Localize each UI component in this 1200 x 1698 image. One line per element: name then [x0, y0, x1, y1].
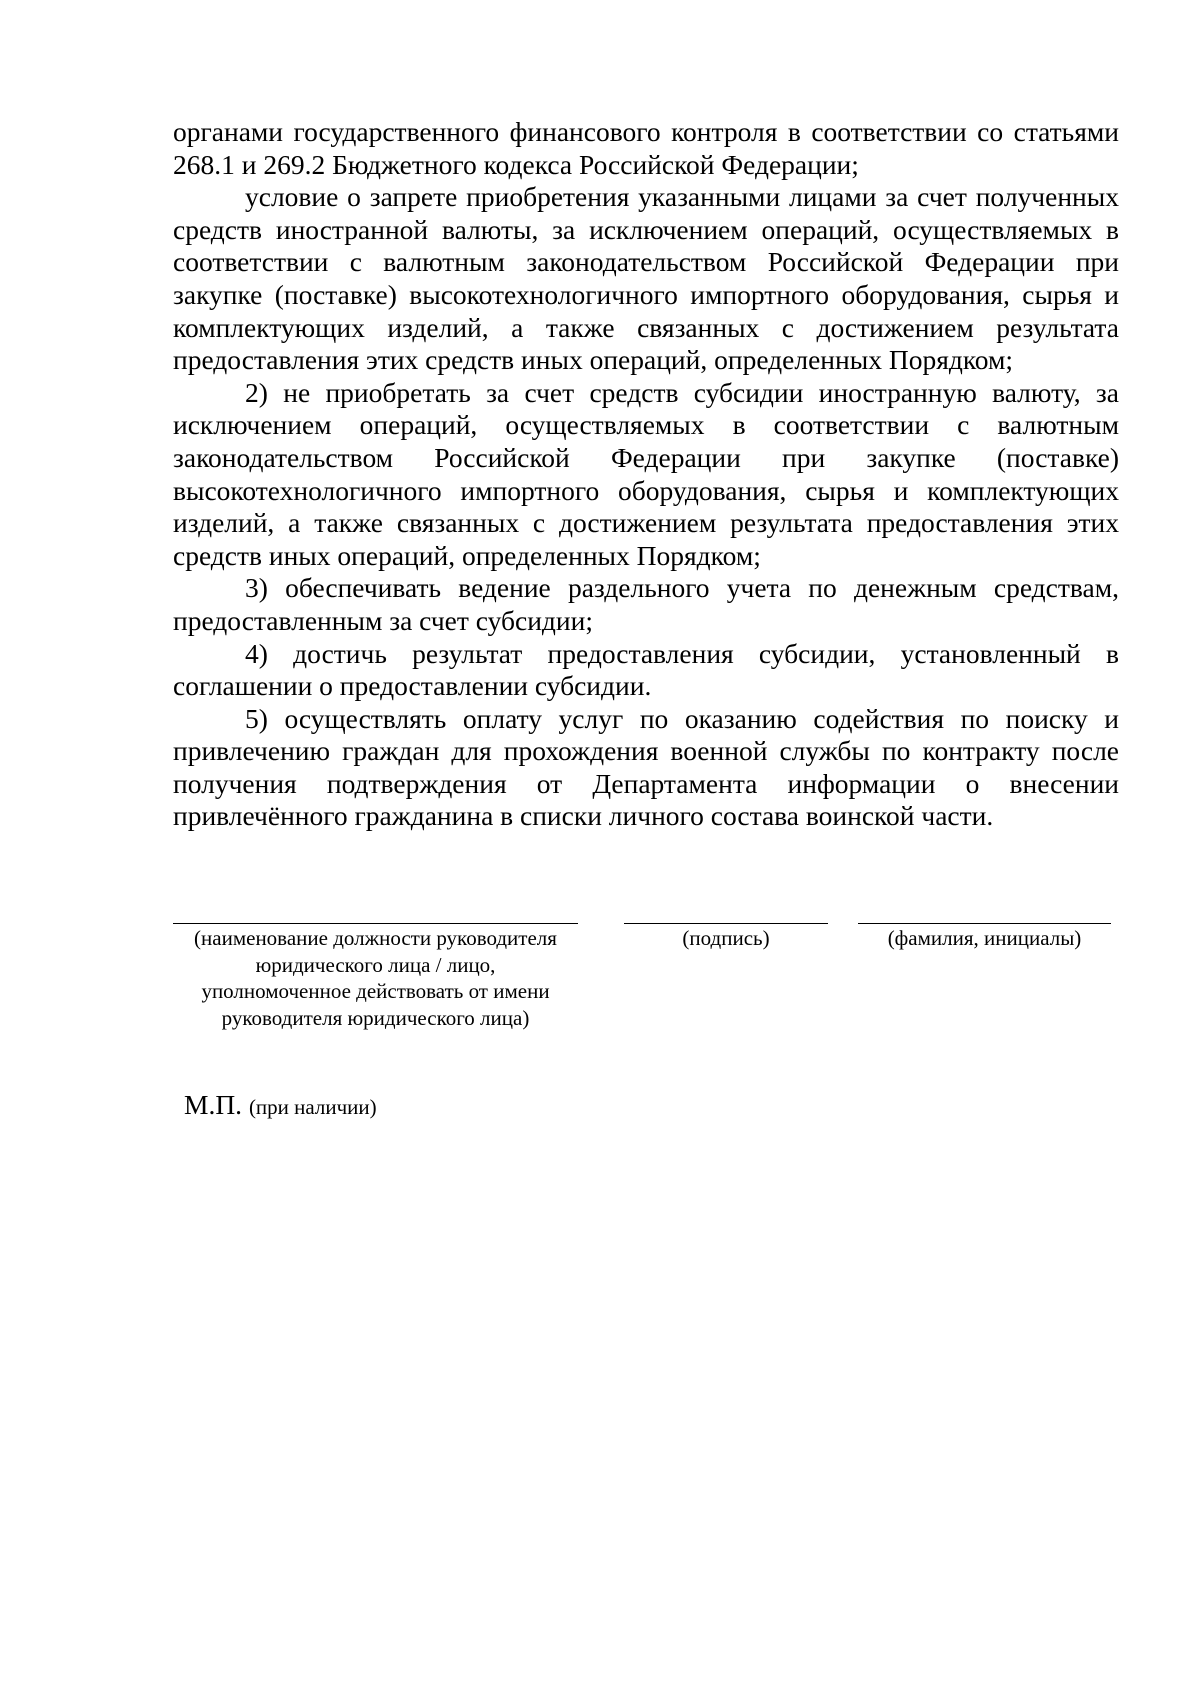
signature-caption: (подпись) — [682, 926, 770, 950]
paragraph-1: органами государственного финансового контроля в соответствии со статьями 268.1 и 269.2 Бюджетного кодекса Российской Федерации; — [173, 116, 1119, 180]
stamp-note: (при наличии) — [248, 1095, 377, 1119]
stamp-place — [184, 1089, 377, 1123]
position-signature-line — [173, 923, 578, 924]
position-caption: (наименование должности руководителя юридического лица / лицо, уполномоченное действовать от имени руководителя юридического лица) — [194, 926, 557, 1030]
paragraph-5: 4) достичь результат предоставления субсидии, установленный в соглашении о предоставлении субсидии. — [173, 637, 1119, 702]
paragraph-3: 2) не приобретать за счет средств субсидии иностранную валюту, за исключением операций, осуществляемых в соответствии с валютным законодательством Российской Федерации при закупке (поставке) высокотехнологичного импортного оборудования, сырья и комплектующих изделий, а также связанных с достижением результата предоставления этих средств иных операций, определенных Порядком; — [173, 376, 1119, 571]
paragraph-2: условие о запрете приобретения указанными лицами за счет полученных средств иностранной валюты, за исключением операций, осуществляемых в соответствии с валютным законодательством Российской Федерации при закупке (поставке) высокотехнологичного импортного оборудования, сырья и комплектующих изделий, а также связанных с достижением результата предоставления этих средств иных операций, определенных Порядком; — [173, 181, 1119, 376]
stamp-label: М.П. — [184, 1089, 243, 1120]
paragraph-6: 5) осуществлять оплату услуг по оказанию содействия по поиску и привлечению граждан для прохождения военной службы по контракту после получения подтверждения от Департамента информации о внесении привлечённого гражданина в списки личного состава воинской части. — [173, 702, 1119, 832]
signature-line — [624, 923, 828, 924]
name-signature-line — [858, 923, 1111, 924]
paragraph-4: 3) обеспечивать ведение раздельного учета по денежным средствам, предоставленным за счет субсидии; — [173, 572, 1119, 636]
document-body — [173, 116, 1119, 833]
name-caption: (фамилия, инициалы) — [887, 926, 1082, 950]
